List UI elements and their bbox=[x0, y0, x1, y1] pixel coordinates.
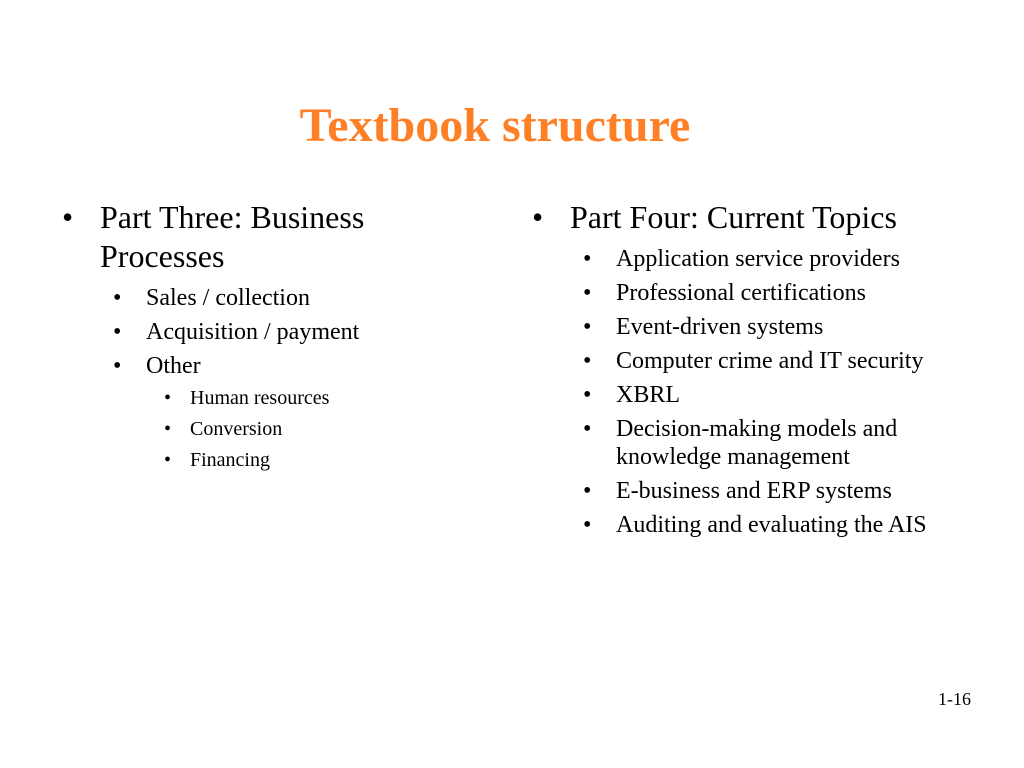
bullet-glyph: • bbox=[583, 246, 592, 272]
bullet-level1 bbox=[532, 198, 972, 237]
list-item: Professional certifications bbox=[616, 280, 866, 306]
list-item: Sales / collection bbox=[146, 285, 310, 311]
list-item: E-business and ERP systems bbox=[616, 478, 892, 504]
bullet-glyph: • bbox=[583, 416, 592, 442]
bullet-level3 bbox=[62, 386, 462, 410]
list-item: Acquisition / payment bbox=[146, 319, 360, 345]
bullet-level2 bbox=[532, 313, 972, 341]
bullet-level2 bbox=[532, 381, 972, 409]
bullet-level2 bbox=[62, 352, 462, 380]
bullet-glyph: • bbox=[583, 314, 592, 340]
bullet-level2 bbox=[532, 511, 972, 539]
bullet-level2 bbox=[532, 347, 972, 375]
list-item: Event-driven systems bbox=[616, 314, 824, 340]
bullet-level2 bbox=[62, 318, 462, 346]
list-subitem: Financing bbox=[190, 449, 270, 471]
list-item: Decision-making models and knowledge management bbox=[616, 416, 898, 470]
bullet-level2 bbox=[532, 415, 972, 471]
bullet-glyph: • bbox=[164, 418, 172, 440]
bullet-level2 bbox=[532, 279, 972, 307]
bullet-glyph: • bbox=[164, 387, 172, 409]
bullet-level3 bbox=[62, 417, 462, 441]
bullet-glyph: • bbox=[583, 478, 592, 504]
bullet-glyph: • bbox=[583, 512, 592, 538]
right-column bbox=[532, 198, 972, 545]
bullet-level2 bbox=[532, 245, 972, 273]
bullet-level3 bbox=[62, 448, 462, 472]
bullet-glyph: • bbox=[113, 353, 122, 379]
list-item: Auditing and evaluating the AIS bbox=[616, 512, 927, 538]
bullet-glyph: • bbox=[583, 382, 592, 408]
left-column bbox=[62, 198, 462, 479]
bullet-glyph: • bbox=[113, 285, 122, 311]
bullet-glyph: • bbox=[583, 348, 592, 374]
slide-title: Textbook structure bbox=[299, 99, 691, 152]
page-number: 1-16 bbox=[938, 689, 971, 709]
bullet-level1 bbox=[62, 198, 462, 276]
right-column-heading: Part Four: Current Topics bbox=[570, 199, 897, 235]
bullet-glyph: • bbox=[583, 280, 592, 306]
bullet-glyph: • bbox=[532, 199, 544, 235]
bullet-glyph: • bbox=[113, 319, 122, 345]
list-subitem: Human resources bbox=[190, 387, 330, 409]
list-item: Other bbox=[146, 353, 201, 379]
list-subitem: Conversion bbox=[190, 418, 283, 440]
bullet-level2 bbox=[532, 477, 972, 505]
list-item: Computer crime and IT security bbox=[616, 348, 924, 374]
bullet-level2 bbox=[62, 284, 462, 312]
left-column-heading: Part Three: Business Processes bbox=[100, 199, 365, 274]
list-item: Application service providers bbox=[616, 246, 900, 272]
bullet-glyph: • bbox=[164, 449, 172, 471]
list-item: XBRL bbox=[616, 382, 681, 408]
bullet-glyph: • bbox=[62, 199, 74, 235]
